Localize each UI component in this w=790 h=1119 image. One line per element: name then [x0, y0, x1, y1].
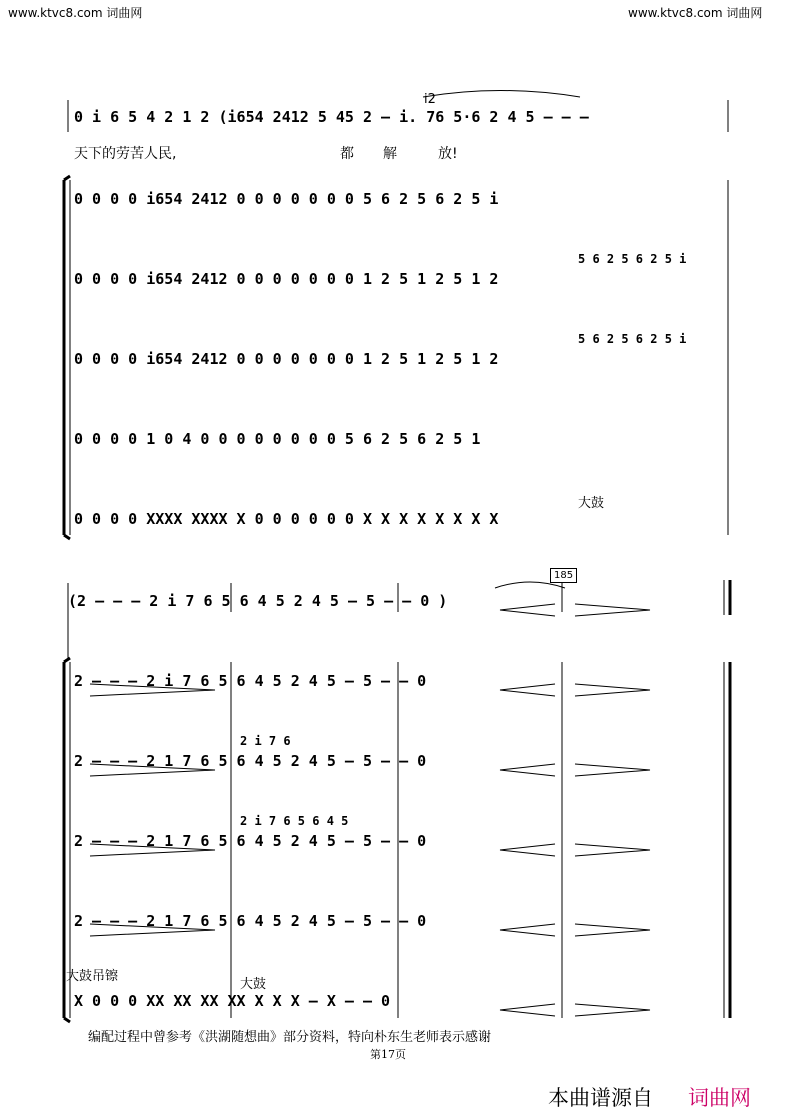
staff-row: 0 0 0 0 XXXX XXXX X 0 0 0 0 0 0 X X X X X X X X — [74, 510, 499, 528]
staff-row: 2 – – – 2 1 7 6 5 6 4 5 2 4 5 – 5 – – 0 — [74, 912, 427, 930]
lyric-word: 都 — [340, 146, 354, 162]
chord-upper: 5 6 2 5 6 2 5 i — [578, 332, 687, 346]
staff-row: 2 – – – 2 1 7 6 5 6 4 5 2 4 5 – 5 – – 0 — [74, 752, 427, 770]
grace-notes: i2 — [424, 92, 436, 107]
lyric-word: 解 — [383, 146, 397, 162]
instrument-label: 大鼓 — [240, 977, 267, 992]
page-number: 第17页 — [370, 1048, 406, 1061]
staff-row: 0 0 0 0 1 0 4 0 0 0 0 0 0 0 0 5 6 2 5 6 2 5 1 — [74, 430, 481, 448]
footer-brand-link[interactable]: 词曲网 — [688, 1086, 751, 1110]
credit-note: 编配过程中曾参考《洪湖随想曲》部分资料，特向朴东生老师表示感谢 — [88, 1030, 492, 1045]
instrument-label: 大鼓 — [578, 496, 605, 511]
lyric-word: 放! — [438, 146, 458, 162]
melody-line-1: 0 i 6 5 4 2 1 2 (i654 2412 5 45 2 – i. 76 5·6 2 4 5 – – – — [74, 108, 589, 126]
staff-row: 0 0 0 0 i654 2412 0 0 0 0 0 0 0 5 6 2 5 6 2 5 i — [74, 190, 499, 208]
melody-line-2: (2 – – – 2 i 7 6 5 6 4 5 2 4 5 – 5 – – 0 ) — [68, 592, 448, 610]
instrument-label: 大鼓吊镲 — [66, 969, 119, 984]
chord-upper: 2 i 7 6 — [240, 734, 291, 748]
staff-row: 0 0 0 0 i654 2412 0 0 0 0 0 0 0 1 2 5 1 2 5 1 2 — [74, 270, 499, 288]
watermark-left: www.ktvc8.com 词曲网 — [8, 6, 143, 20]
staff-row: 2 – – – 2 1 7 6 5 6 4 5 2 4 5 – 5 – – 0 — [74, 832, 427, 850]
measure-number: 185 — [550, 568, 577, 583]
lyric-phrase: 天下的劳苦人民, — [74, 146, 177, 162]
footer-source-text: 本曲谱源自 — [548, 1086, 653, 1110]
chord-upper: 2 i 7 6 5 6 4 5 — [240, 814, 349, 828]
watermark-right: www.ktvc8.com 词曲网 — [628, 6, 763, 20]
chord-upper: 5 6 2 5 6 2 5 i — [578, 252, 687, 266]
staff-row: X 0 0 0 XX XX XX XX X X X – X – – 0 — [74, 992, 391, 1010]
staff-row: 2 – – – 2 i 7 6 5 6 4 5 2 4 5 – 5 – – 0 — [74, 672, 427, 690]
staff-row: 0 0 0 0 i654 2412 0 0 0 0 0 0 0 1 2 5 1 2 5 1 2 — [74, 350, 499, 368]
